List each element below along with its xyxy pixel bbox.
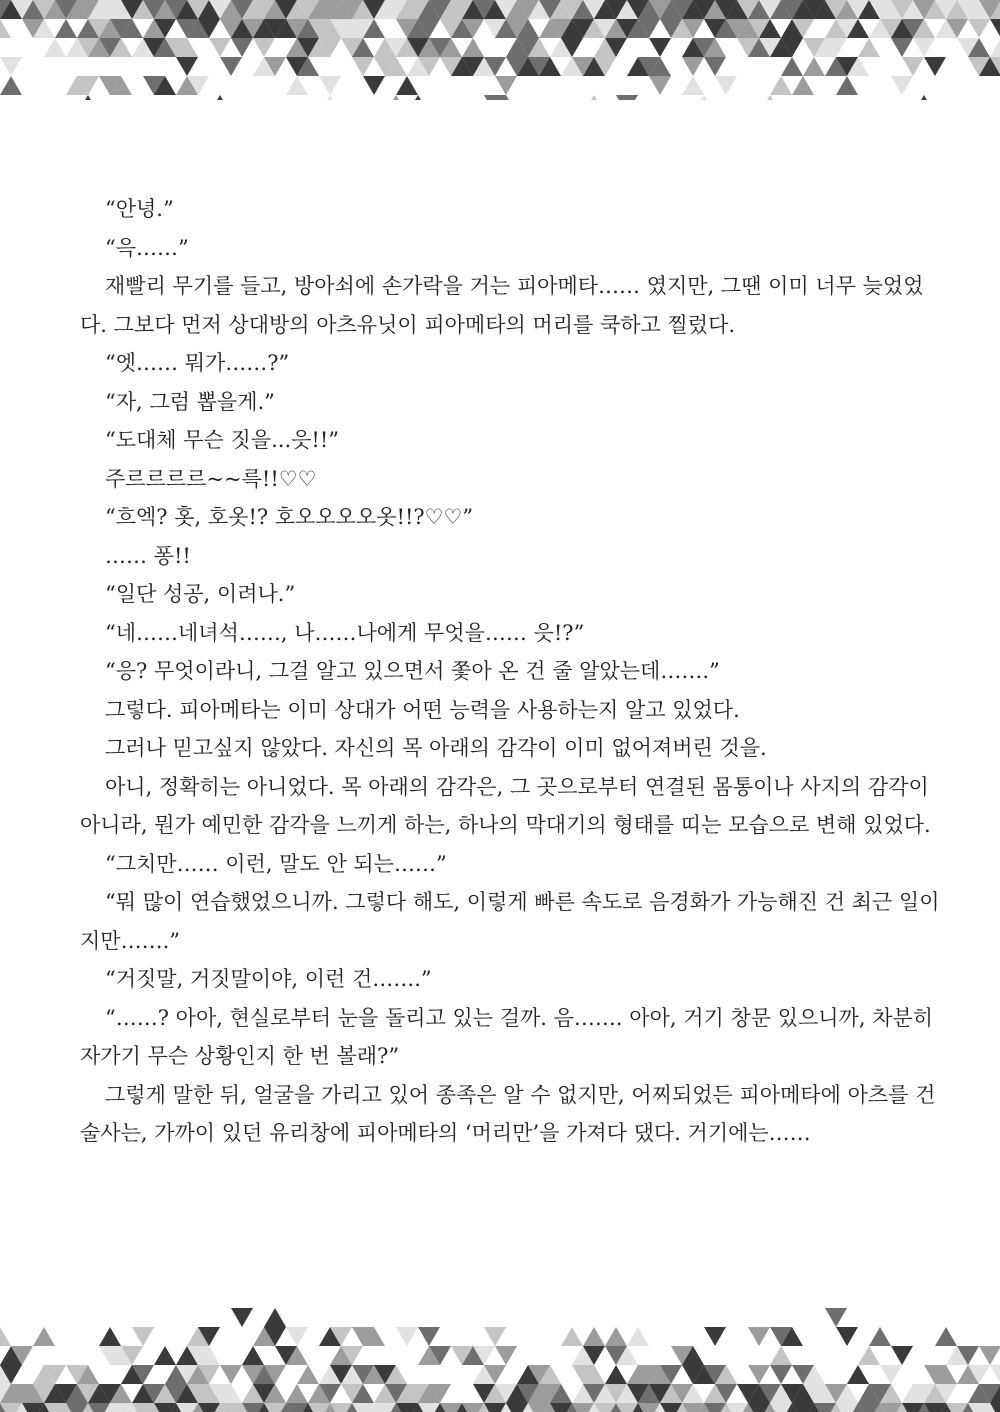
paragraph: 그렇다. 피아메타는 이미 상대가 어떤 능력을 사용하는지 알고 있었다.	[105, 697, 740, 722]
triangle-tile	[462, 38, 484, 57]
triangle-tile	[891, 38, 913, 57]
triangle-tile	[209, 95, 231, 100]
triangle-tile	[770, 1365, 792, 1384]
triangle-tile	[0, 1327, 11, 1346]
paragraph: “응? 무엇이라니, 그걸 알고 있으면서 쫓아 온 건 줄 알았는데…….”	[105, 659, 720, 683]
triangle-tile	[913, 95, 935, 100]
triangle-tile	[264, 1308, 286, 1327]
triangle-tile	[990, 38, 1000, 57]
paragraph: 그러나 믿고싶지 않았다. 자신의 목 아래의 감각이 이미 없어져버린 것을.	[105, 736, 767, 760]
triangle-tile	[561, 1327, 583, 1346]
paragraph: “도대체 무슨 짓을...읏!!”	[105, 428, 340, 452]
triangle-pattern-top	[0, 0, 1000, 100]
triangle-tile	[759, 95, 781, 100]
paragraph: “엣…… 뭐가……?”	[105, 351, 290, 375]
paragraph: …… 퐁!!	[105, 543, 191, 568]
triangle-tile	[484, 95, 506, 100]
paragraph: “……? 아아, 현실로부터 눈을 돌리고 있는 걸까. 음……. 아아, 거기 창문 있으니까, 차분히 자가기 무슨 상황인지 한 번 볼래?”	[80, 1005, 934, 1068]
triangle-tile	[231, 38, 253, 57]
triangle-tile	[968, 19, 990, 38]
triangle-tile	[935, 1327, 957, 1346]
triangle-tile	[286, 1384, 308, 1403]
paragraph: “뭐 많이 연습했었으니까. 그렇다 해도, 이렇게 빠른 속도로 음경화가 가능해진 건 최근 일이지만…….”	[80, 890, 940, 953]
triangle-tile	[627, 1327, 649, 1346]
triangle-tile	[781, 57, 803, 76]
triangle-tile	[748, 1327, 770, 1346]
triangle-tile	[792, 76, 814, 95]
triangle-tile	[176, 57, 198, 76]
triangle-tile	[979, 1346, 1000, 1365]
paragraph: “자, 그럼 뽑을게.”	[105, 389, 275, 414]
triangle-tile	[649, 76, 671, 95]
triangle-tile	[825, 1308, 847, 1327]
paragraph: “그치만…… 이런, 말도 안 되는……”	[105, 851, 447, 876]
paragraph: “흐엑? 홋, 호옷!? 호오오오오옷!!?♡♡”	[105, 505, 474, 529]
triangle-tile	[319, 95, 341, 100]
triangle-tile	[891, 1346, 913, 1365]
triangle-tile	[253, 38, 275, 57]
triangle-tile	[693, 95, 715, 100]
triangle-tile	[209, 38, 231, 57]
triangle-tile	[297, 1365, 319, 1384]
triangle-tile	[913, 38, 935, 57]
triangle-tile	[286, 1327, 308, 1346]
paragraph: “안녕.”	[105, 197, 174, 221]
triangle-tile	[770, 1346, 792, 1365]
triangle-tile	[869, 1327, 891, 1346]
triangle-tile	[484, 1327, 506, 1346]
paragraph: “거짓말, 거짓말이야, 이런 건…….”	[105, 967, 432, 991]
triangle-tile	[605, 1365, 627, 1384]
triangle-tile	[286, 76, 308, 95]
triangle-tile	[583, 1327, 605, 1346]
triangle-tile	[407, 95, 429, 100]
triangle-tile	[605, 1327, 627, 1346]
triangle-tile	[682, 76, 704, 95]
triangle-tile	[495, 1346, 517, 1365]
triangle-tile	[847, 1365, 869, 1384]
triangle-tile	[132, 1327, 154, 1346]
triangle-tile	[363, 76, 385, 95]
triangle-tile	[924, 57, 946, 76]
triangle-tile	[55, 19, 77, 38]
triangle-tile	[858, 1346, 880, 1365]
triangle-tile	[990, 1365, 1000, 1384]
triangle-tile	[704, 57, 726, 76]
bottom-triangle-border	[0, 1308, 1000, 1412]
top-triangle-border	[0, 0, 1000, 100]
paragraph: 그렇게 말한 뒤, 얼굴을 가리고 있어 종족은 알 수 없지만, 어찌되었든 피아메타에 아츠를 건 술사는, 가까이 있던 유리창에 피아메타의 ‘머리만’을 가져다 댔다. 거기에는……	[80, 1082, 936, 1145]
triangle-tile	[803, 57, 825, 76]
paragraph: “네……네녀석……, 나……나에게 무엇을…… 읏!?”	[105, 620, 585, 645]
paragraph: 재빨리 무기를 들고, 방아쇠에 손가락을 거는 피아메타…… 였지만, 그땐 이미 너무 늦었었다. 그보다 먼저 상대방의 아츠유닛이 피아메타의 머리를 쿡하고 찔렀다.	[80, 274, 924, 337]
triangle-tile	[682, 57, 704, 76]
triangle-pattern-bottom	[0, 1308, 1000, 1412]
triangle-tile	[858, 38, 880, 57]
triangle-tile	[385, 95, 407, 100]
triangle-tile	[154, 1346, 176, 1365]
triangle-tile	[704, 1327, 726, 1346]
triangle-tile	[396, 1327, 418, 1346]
triangle-tile	[770, 76, 792, 95]
triangle-tile	[418, 1327, 440, 1346]
triangle-tile	[880, 1365, 902, 1384]
triangle-tile	[396, 76, 418, 95]
triangle-tile	[495, 76, 517, 95]
paragraph: 아니, 정확히는 아니었다. 목 아래의 감각은, 그 곳으로부터 연결된 몸통이나 사지의 감각이 아니라, 뭔가 예민한 감각을 느끼게 하는, 하나의 막대기의 형태를 띠는 모습으로 변해 있었다.	[80, 774, 931, 837]
triangle-tile	[748, 1365, 770, 1384]
triangle-tile	[242, 1346, 264, 1365]
triangle-tile	[836, 1327, 858, 1346]
triangle-tile	[99, 1327, 121, 1346]
triangle-tile	[319, 76, 341, 95]
triangle-tile	[220, 57, 242, 76]
paragraph: “윽……”	[105, 235, 189, 260]
triangle-tile	[0, 76, 22, 95]
story-text-body	[80, 190, 940, 1153]
triangle-tile	[220, 1365, 242, 1384]
triangle-tile	[990, 19, 1000, 38]
triangle-tile	[715, 76, 737, 95]
triangle-tile	[0, 57, 22, 76]
triangle-tile	[352, 57, 374, 76]
triangle-tile	[33, 1327, 55, 1346]
paragraph: 주르르르르~~륵!!♡♡	[105, 466, 317, 491]
triangle-tile	[0, 19, 11, 38]
triangle-tile	[616, 95, 638, 100]
triangle-tile	[836, 76, 858, 95]
triangle-tile	[891, 76, 913, 95]
triangle-tile	[583, 95, 605, 100]
triangle-tile	[649, 38, 671, 57]
triangle-tile	[231, 1308, 253, 1327]
triangle-tile	[77, 95, 99, 100]
paragraph: “일단 성공, 이려나.”	[105, 582, 296, 606]
triangle-tile	[902, 57, 924, 76]
triangle-tile	[44, 38, 66, 57]
